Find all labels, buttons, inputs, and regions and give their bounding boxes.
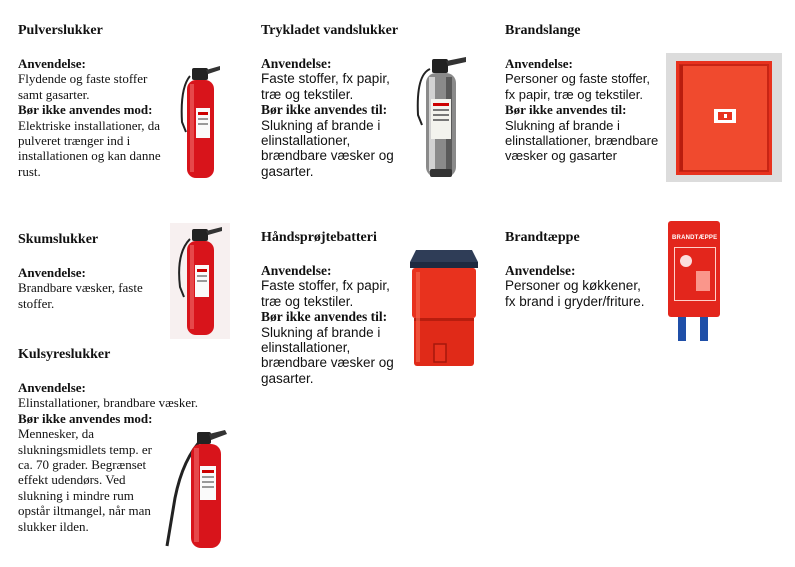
warning-label: Bør ikke anvendes mod: xyxy=(18,410,153,426)
section-haandsproejtebatteri xyxy=(261,229,401,386)
usage-text: Elinstallationer, brandbare væsker. xyxy=(18,395,198,411)
usage-label: Anvendelse: xyxy=(18,56,86,71)
foam-extinguisher-image xyxy=(170,223,230,339)
section-brandtaeppe xyxy=(505,229,655,309)
warning-label: Bør ikke anvendes til: xyxy=(261,309,388,325)
usage-label: Anvendelse: xyxy=(18,265,86,280)
usage-label: Anvendelse: xyxy=(505,263,576,278)
fire-hose-cabinet-image xyxy=(666,53,782,182)
usage-text: Flydende og faste stoffer samt gasarter. xyxy=(18,71,148,102)
section-title: Brandtæppe xyxy=(505,230,580,245)
usage-text: Personer og køkkener, fx brand i gryder/friture. xyxy=(505,278,645,309)
section-title: Håndsprøjtebatteri xyxy=(261,230,377,245)
warning-text: Elektriske installationer, da pulveret trænger ind i installationen og kan danne rust. xyxy=(18,117,161,179)
section-kulsyreslukker xyxy=(18,346,198,534)
section-title: Skumslukker xyxy=(18,232,99,247)
section-pulverslukker xyxy=(18,22,170,179)
section-trykladet-vandslukker xyxy=(261,22,411,179)
usage-label: Anvendelse: xyxy=(261,56,332,71)
section-skumslukker xyxy=(18,231,168,311)
usage-label: Anvendelse: xyxy=(18,380,86,395)
warning-text: Mennesker, da slukningsmidlets temp. er ca. 70 grader. Begrænset effekt udendørs. Ved slukning i mindre rum opstår iltmangel, når man slukker ilden. xyxy=(18,426,152,534)
hand-pump-battery-image xyxy=(406,246,482,368)
section-brandslange xyxy=(505,22,660,164)
warning-text: Slukning af brande i elinstallationer, brændbare væsker og gasarter. xyxy=(261,324,394,386)
usage-text: Brandbare væsker, faste stoffer. xyxy=(18,280,143,311)
section-title: Kulsyreslukker xyxy=(18,347,111,362)
usage-text: Personer og faste stoffer, fx papir, træ og tekstiler. xyxy=(505,71,651,102)
warning-label: Bør ikke anvendes mod: xyxy=(18,102,153,118)
section-title: Brandslange xyxy=(505,23,581,38)
water-extinguisher-image xyxy=(408,55,472,181)
section-title: Trykladet vandslukker xyxy=(261,23,399,38)
usage-text: Faste stoffer, fx papir, træ og tekstiler. xyxy=(261,71,390,102)
warning-label: Bør ikke anvendes til: xyxy=(261,102,388,118)
usage-text: Faste stoffer, fx papir, træ og tekstiler. xyxy=(261,278,390,309)
warning-label: Bør ikke anvendes til: xyxy=(505,102,627,118)
fire-blanket-image xyxy=(668,221,720,343)
powder-extinguisher-image xyxy=(176,62,226,182)
section-title: Pulverslukker xyxy=(18,23,103,38)
usage-label: Anvendelse: xyxy=(505,56,573,71)
warning-text: Slukning af brande i elinstallationer, brændbare væsker og gasarter xyxy=(505,117,659,164)
co2-extinguisher-image xyxy=(163,428,233,550)
usage-label: Anvendelse: xyxy=(261,263,332,278)
fire-blanket-label: BRANDTÆPPE xyxy=(672,235,718,241)
warning-text: Slukning af brande i elinstallationer, brændbare væsker og gasarter. xyxy=(261,117,394,179)
